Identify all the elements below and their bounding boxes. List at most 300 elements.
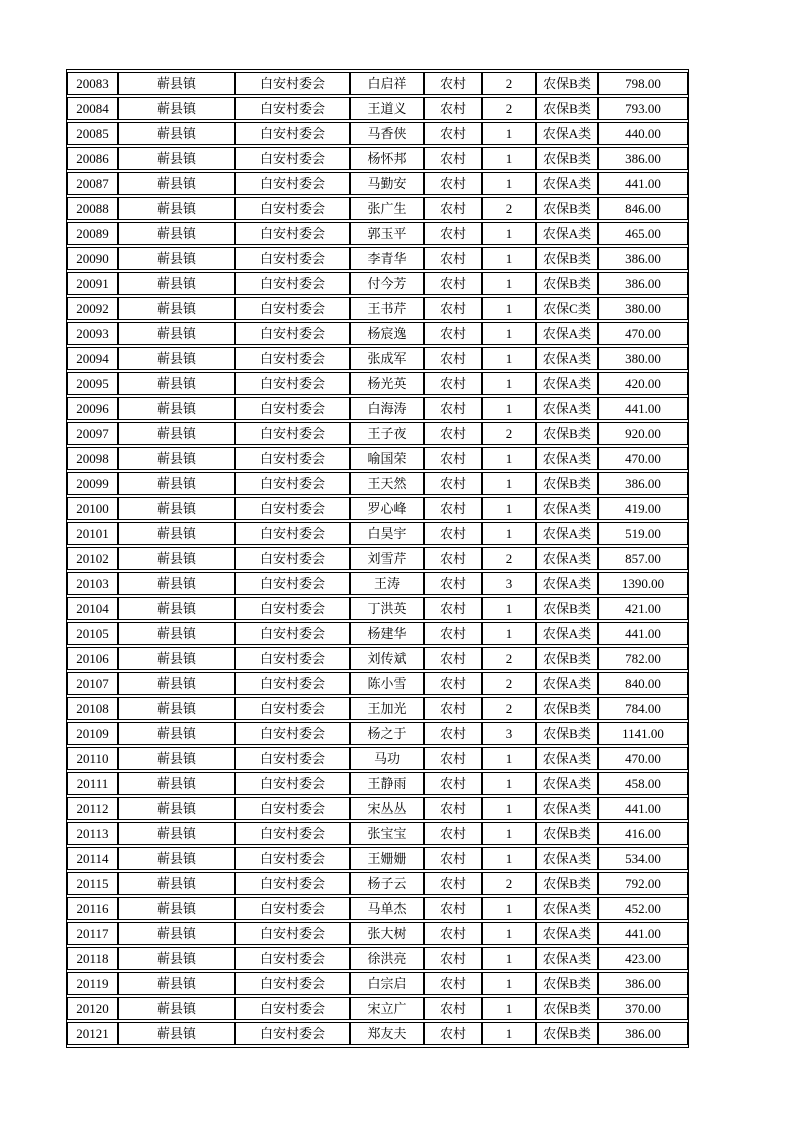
cell-town: 蕲县镇: [118, 1022, 235, 1045]
cell-person-name: 郭玉平: [350, 222, 424, 245]
cell-town: 蕲县镇: [118, 397, 235, 420]
cell-record-id: 20120: [67, 997, 118, 1020]
cell-record-id: 20088: [67, 197, 118, 220]
table-row: [67, 522, 688, 545]
cell-person-count: 1: [482, 472, 536, 495]
cell-person-name: 罗心峰: [350, 497, 424, 520]
cell-insurance-category: 农保A类: [536, 622, 598, 645]
cell-residence-type: 农村: [424, 872, 482, 895]
cell-amount: 370.00: [598, 997, 688, 1020]
cell-residence-type: 农村: [424, 772, 482, 795]
cell-person-name: 陈小雪: [350, 672, 424, 695]
cell-record-id: 20113: [67, 822, 118, 845]
cell-residence-type: 农村: [424, 397, 482, 420]
cell-person-name: 张成军: [350, 347, 424, 370]
cell-person-count: 1: [482, 447, 536, 470]
cell-person-name: 刘传斌: [350, 647, 424, 670]
cell-record-id: 20083: [67, 72, 118, 95]
cell-record-id: 20094: [67, 347, 118, 370]
cell-record-id: 20108: [67, 697, 118, 720]
cell-town: 蕲县镇: [118, 197, 235, 220]
cell-insurance-category: 农保A类: [536, 322, 598, 345]
cell-village-committee: 白安村委会: [235, 247, 350, 270]
table-row: [67, 447, 688, 470]
cell-town: 蕲县镇: [118, 672, 235, 695]
cell-insurance-category: 农保A类: [536, 522, 598, 545]
cell-residence-type: 农村: [424, 147, 482, 170]
cell-record-id: 20111: [67, 772, 118, 795]
cell-person-name: 张广生: [350, 197, 424, 220]
table-row: [67, 222, 688, 245]
table-row: [67, 672, 688, 695]
cell-residence-type: 农村: [424, 297, 482, 320]
cell-town: 蕲县镇: [118, 72, 235, 95]
table-body: [67, 72, 688, 1045]
cell-person-name: 白宗启: [350, 972, 424, 995]
cell-residence-type: 农村: [424, 72, 482, 95]
table-row: [67, 372, 688, 395]
cell-record-id: 20092: [67, 297, 118, 320]
cell-village-committee: 白安村委会: [235, 897, 350, 920]
cell-insurance-category: 农保A类: [536, 397, 598, 420]
cell-person-name: 张大树: [350, 922, 424, 945]
cell-person-count: 2: [482, 97, 536, 120]
table-row: [67, 197, 688, 220]
cell-residence-type: 农村: [424, 697, 482, 720]
cell-town: 蕲县镇: [118, 447, 235, 470]
cell-amount: 470.00: [598, 447, 688, 470]
cell-amount: 470.00: [598, 747, 688, 770]
cell-amount: 441.00: [598, 922, 688, 945]
table-row: [67, 147, 688, 170]
cell-record-id: 20085: [67, 122, 118, 145]
cell-residence-type: 农村: [424, 197, 482, 220]
cell-person-name: 王天然: [350, 472, 424, 495]
cell-person-name: 王静雨: [350, 772, 424, 795]
cell-record-id: 20099: [67, 472, 118, 495]
cell-residence-type: 农村: [424, 897, 482, 920]
cell-record-id: 20093: [67, 322, 118, 345]
cell-person-count: 1: [482, 1022, 536, 1045]
cell-record-id: 20118: [67, 947, 118, 970]
cell-record-id: 20102: [67, 547, 118, 570]
cell-record-id: 20119: [67, 972, 118, 995]
cell-town: 蕲县镇: [118, 522, 235, 545]
cell-residence-type: 农村: [424, 672, 482, 695]
cell-insurance-category: 农保A类: [536, 347, 598, 370]
cell-amount: 441.00: [598, 172, 688, 195]
table-row: [67, 122, 688, 145]
cell-village-committee: 白安村委会: [235, 547, 350, 570]
cell-insurance-category: 农保B类: [536, 472, 598, 495]
cell-person-count: 1: [482, 247, 536, 270]
cell-person-name: 王书芹: [350, 297, 424, 320]
cell-village-committee: 白安村委会: [235, 797, 350, 820]
cell-amount: 386.00: [598, 147, 688, 170]
cell-record-id: 20105: [67, 622, 118, 645]
table-row: [67, 697, 688, 720]
cell-person-name: 宋立广: [350, 997, 424, 1020]
cell-person-count: 1: [482, 322, 536, 345]
table-row: [67, 97, 688, 120]
cell-village-committee: 白安村委会: [235, 747, 350, 770]
cell-person-name: 郑友夫: [350, 1022, 424, 1045]
cell-amount: 386.00: [598, 272, 688, 295]
cell-residence-type: 农村: [424, 447, 482, 470]
cell-village-committee: 白安村委会: [235, 122, 350, 145]
cell-person-count: 1: [482, 147, 536, 170]
cell-residence-type: 农村: [424, 1022, 482, 1045]
cell-amount: 440.00: [598, 122, 688, 145]
table-row: [67, 547, 688, 570]
cell-amount: 386.00: [598, 247, 688, 270]
cell-town: 蕲县镇: [118, 222, 235, 245]
cell-person-name: 杨宸逸: [350, 322, 424, 345]
cell-village-committee: 白安村委会: [235, 472, 350, 495]
cell-town: 蕲县镇: [118, 922, 235, 945]
cell-insurance-category: 农保A类: [536, 947, 598, 970]
cell-residence-type: 农村: [424, 572, 482, 595]
cell-village-committee: 白安村委会: [235, 447, 350, 470]
cell-village-committee: 白安村委会: [235, 922, 350, 945]
benefits-table: [66, 69, 689, 1048]
cell-village-committee: 白安村委会: [235, 522, 350, 545]
table-row: [67, 647, 688, 670]
cell-residence-type: 农村: [424, 472, 482, 495]
cell-residence-type: 农村: [424, 972, 482, 995]
cell-person-name: 王加光: [350, 697, 424, 720]
cell-record-id: 20115: [67, 872, 118, 895]
cell-town: 蕲县镇: [118, 947, 235, 970]
cell-person-count: 1: [482, 172, 536, 195]
cell-amount: 840.00: [598, 672, 688, 695]
cell-record-id: 20097: [67, 422, 118, 445]
cell-insurance-category: 农保B类: [536, 97, 598, 120]
cell-person-name: 徐洪亮: [350, 947, 424, 970]
cell-village-committee: 白安村委会: [235, 272, 350, 295]
cell-person-count: 1: [482, 972, 536, 995]
cell-town: 蕲县镇: [118, 547, 235, 570]
cell-amount: 792.00: [598, 872, 688, 895]
cell-village-committee: 白安村委会: [235, 297, 350, 320]
cell-residence-type: 农村: [424, 797, 482, 820]
cell-insurance-category: 农保B类: [536, 822, 598, 845]
cell-person-count: 2: [482, 422, 536, 445]
cell-residence-type: 农村: [424, 547, 482, 570]
cell-person-count: 1: [482, 622, 536, 645]
cell-town: 蕲县镇: [118, 772, 235, 795]
cell-insurance-category: 农保B类: [536, 197, 598, 220]
cell-insurance-category: 农保B类: [536, 147, 598, 170]
cell-town: 蕲县镇: [118, 722, 235, 745]
table-row: [67, 422, 688, 445]
cell-person-count: 1: [482, 772, 536, 795]
cell-record-id: 20087: [67, 172, 118, 195]
cell-village-committee: 白安村委会: [235, 197, 350, 220]
table-row: [67, 572, 688, 595]
cell-person-name: 王道义: [350, 97, 424, 120]
cell-village-committee: 白安村委会: [235, 97, 350, 120]
cell-person-name: 马单杰: [350, 897, 424, 920]
cell-residence-type: 农村: [424, 747, 482, 770]
table-row: [67, 922, 688, 945]
cell-amount: 519.00: [598, 522, 688, 545]
cell-village-committee: 白安村委会: [235, 322, 350, 345]
cell-village-committee: 白安村委会: [235, 1022, 350, 1045]
cell-person-count: 1: [482, 122, 536, 145]
cell-insurance-category: 农保A类: [536, 372, 598, 395]
cell-record-id: 20110: [67, 747, 118, 770]
cell-village-committee: 白安村委会: [235, 72, 350, 95]
cell-insurance-category: 农保A类: [536, 447, 598, 470]
cell-insurance-category: 农保B类: [536, 697, 598, 720]
cell-person-name: 王涛: [350, 572, 424, 595]
cell-insurance-category: 农保A类: [536, 797, 598, 820]
cell-amount: 1390.00: [598, 572, 688, 595]
cell-village-committee: 白安村委会: [235, 997, 350, 1020]
cell-residence-type: 农村: [424, 722, 482, 745]
cell-record-id: 20112: [67, 797, 118, 820]
cell-amount: 416.00: [598, 822, 688, 845]
cell-person-count: 1: [482, 397, 536, 420]
cell-insurance-category: 农保A类: [536, 772, 598, 795]
cell-town: 蕲县镇: [118, 847, 235, 870]
cell-record-id: 20103: [67, 572, 118, 595]
cell-amount: 441.00: [598, 797, 688, 820]
table-row: [67, 247, 688, 270]
cell-residence-type: 农村: [424, 247, 482, 270]
cell-village-committee: 白安村委会: [235, 172, 350, 195]
cell-town: 蕲县镇: [118, 372, 235, 395]
cell-town: 蕲县镇: [118, 797, 235, 820]
cell-amount: 846.00: [598, 197, 688, 220]
cell-village-committee: 白安村委会: [235, 772, 350, 795]
cell-amount: 420.00: [598, 372, 688, 395]
cell-person-count: 1: [482, 747, 536, 770]
cell-village-committee: 白安村委会: [235, 822, 350, 845]
cell-record-id: 20096: [67, 397, 118, 420]
table-row: [67, 172, 688, 195]
cell-amount: 793.00: [598, 97, 688, 120]
cell-residence-type: 农村: [424, 947, 482, 970]
cell-village-committee: 白安村委会: [235, 972, 350, 995]
cell-insurance-category: 农保B类: [536, 722, 598, 745]
cell-person-count: 2: [482, 197, 536, 220]
cell-amount: 857.00: [598, 547, 688, 570]
cell-person-name: 马香侠: [350, 122, 424, 145]
cell-insurance-category: 农保B类: [536, 1022, 598, 1045]
table-row: [67, 272, 688, 295]
cell-residence-type: 农村: [424, 647, 482, 670]
cell-village-committee: 白安村委会: [235, 847, 350, 870]
table-row: [67, 722, 688, 745]
table-row: [67, 297, 688, 320]
cell-record-id: 20116: [67, 897, 118, 920]
cell-record-id: 20109: [67, 722, 118, 745]
cell-person-count: 1: [482, 947, 536, 970]
cell-village-committee: 白安村委会: [235, 947, 350, 970]
cell-town: 蕲县镇: [118, 347, 235, 370]
cell-person-count: 1: [482, 372, 536, 395]
cell-person-name: 杨建华: [350, 622, 424, 645]
table-row: [67, 797, 688, 820]
cell-village-committee: 白安村委会: [235, 697, 350, 720]
cell-insurance-category: 农保B类: [536, 872, 598, 895]
cell-residence-type: 农村: [424, 422, 482, 445]
cell-town: 蕲县镇: [118, 872, 235, 895]
cell-residence-type: 农村: [424, 347, 482, 370]
cell-person-name: 喻国荣: [350, 447, 424, 470]
cell-insurance-category: 农保A类: [536, 497, 598, 520]
cell-insurance-category: 农保B类: [536, 422, 598, 445]
cell-amount: 798.00: [598, 72, 688, 95]
cell-person-name: 马功: [350, 747, 424, 770]
cell-person-name: 马勤安: [350, 172, 424, 195]
cell-insurance-category: 农保C类: [536, 297, 598, 320]
cell-amount: 380.00: [598, 297, 688, 320]
cell-amount: 441.00: [598, 397, 688, 420]
cell-village-committee: 白安村委会: [235, 397, 350, 420]
cell-person-name: 丁洪英: [350, 597, 424, 620]
cell-town: 蕲县镇: [118, 272, 235, 295]
cell-village-committee: 白安村委会: [235, 647, 350, 670]
cell-residence-type: 农村: [424, 847, 482, 870]
cell-village-committee: 白安村委会: [235, 622, 350, 645]
table-row: [67, 897, 688, 920]
cell-person-count: 1: [482, 897, 536, 920]
cell-residence-type: 农村: [424, 522, 482, 545]
cell-town: 蕲县镇: [118, 572, 235, 595]
cell-person-count: 3: [482, 572, 536, 595]
table-row: [67, 497, 688, 520]
cell-residence-type: 农村: [424, 322, 482, 345]
cell-insurance-category: 农保A类: [536, 672, 598, 695]
cell-insurance-category: 农保A类: [536, 747, 598, 770]
cell-person-count: 1: [482, 922, 536, 945]
cell-amount: 386.00: [598, 472, 688, 495]
cell-amount: 458.00: [598, 772, 688, 795]
cell-village-committee: 白安村委会: [235, 222, 350, 245]
cell-person-count: 2: [482, 697, 536, 720]
cell-insurance-category: 农保A类: [536, 172, 598, 195]
cell-village-committee: 白安村委会: [235, 872, 350, 895]
cell-town: 蕲县镇: [118, 247, 235, 270]
cell-residence-type: 农村: [424, 122, 482, 145]
cell-person-name: 杨子云: [350, 872, 424, 895]
cell-amount: 380.00: [598, 347, 688, 370]
cell-town: 蕲县镇: [118, 597, 235, 620]
cell-person-count: 1: [482, 222, 536, 245]
cell-insurance-category: 农保A类: [536, 847, 598, 870]
cell-record-id: 20095: [67, 372, 118, 395]
cell-village-committee: 白安村委会: [235, 147, 350, 170]
cell-village-committee: 白安村委会: [235, 422, 350, 445]
cell-town: 蕲县镇: [118, 97, 235, 120]
cell-person-name: 宋丛丛: [350, 797, 424, 820]
cell-town: 蕲县镇: [118, 697, 235, 720]
cell-residence-type: 农村: [424, 172, 482, 195]
cell-person-count: 1: [482, 847, 536, 870]
cell-person-name: 杨怀邦: [350, 147, 424, 170]
cell-person-name: 杨之于: [350, 722, 424, 745]
table-row: [67, 847, 688, 870]
cell-village-committee: 白安村委会: [235, 722, 350, 745]
table-row: [67, 872, 688, 895]
cell-person-name: 李青华: [350, 247, 424, 270]
cell-record-id: 20121: [67, 1022, 118, 1045]
cell-town: 蕲县镇: [118, 622, 235, 645]
cell-person-name: 白昊宇: [350, 522, 424, 545]
cell-insurance-category: 农保A类: [536, 122, 598, 145]
cell-town: 蕲县镇: [118, 897, 235, 920]
cell-record-id: 20114: [67, 847, 118, 870]
table-row: [67, 72, 688, 95]
cell-town: 蕲县镇: [118, 647, 235, 670]
table-row: [67, 1022, 688, 1045]
cell-person-count: 1: [482, 272, 536, 295]
cell-residence-type: 农村: [424, 822, 482, 845]
cell-town: 蕲县镇: [118, 997, 235, 1020]
cell-residence-type: 农村: [424, 622, 482, 645]
cell-person-count: 2: [482, 72, 536, 95]
table-row: [67, 397, 688, 420]
cell-town: 蕲县镇: [118, 297, 235, 320]
cell-town: 蕲县镇: [118, 172, 235, 195]
cell-insurance-category: 农保A类: [536, 922, 598, 945]
cell-record-id: 20107: [67, 672, 118, 695]
cell-town: 蕲县镇: [118, 972, 235, 995]
table-row: [67, 322, 688, 345]
table-row: [67, 997, 688, 1020]
cell-town: 蕲县镇: [118, 422, 235, 445]
cell-insurance-category: 农保A类: [536, 547, 598, 570]
cell-person-count: 2: [482, 872, 536, 895]
cell-amount: 423.00: [598, 947, 688, 970]
cell-person-count: 1: [482, 297, 536, 320]
cell-insurance-category: 农保A类: [536, 572, 598, 595]
cell-person-name: 王子夜: [350, 422, 424, 445]
cell-amount: 920.00: [598, 422, 688, 445]
cell-person-count: 1: [482, 997, 536, 1020]
table-row: [67, 622, 688, 645]
cell-residence-type: 农村: [424, 272, 482, 295]
cell-amount: 421.00: [598, 597, 688, 620]
table-row: [67, 947, 688, 970]
cell-person-count: 1: [482, 822, 536, 845]
cell-amount: 782.00: [598, 647, 688, 670]
cell-insurance-category: 农保B类: [536, 72, 598, 95]
cell-record-id: 20089: [67, 222, 118, 245]
cell-record-id: 20101: [67, 522, 118, 545]
table-row: [67, 347, 688, 370]
table-row: [67, 972, 688, 995]
cell-insurance-category: 农保B类: [536, 997, 598, 1020]
cell-insurance-category: 农保A类: [536, 222, 598, 245]
cell-person-name: 杨光英: [350, 372, 424, 395]
cell-person-name: 白海涛: [350, 397, 424, 420]
cell-town: 蕲县镇: [118, 322, 235, 345]
cell-insurance-category: 农保B类: [536, 247, 598, 270]
cell-residence-type: 农村: [424, 497, 482, 520]
cell-insurance-category: 农保B类: [536, 272, 598, 295]
cell-village-committee: 白安村委会: [235, 347, 350, 370]
cell-person-count: 1: [482, 347, 536, 370]
cell-residence-type: 农村: [424, 222, 482, 245]
cell-village-committee: 白安村委会: [235, 597, 350, 620]
table-row: [67, 822, 688, 845]
cell-amount: 1141.00: [598, 722, 688, 745]
cell-amount: 419.00: [598, 497, 688, 520]
